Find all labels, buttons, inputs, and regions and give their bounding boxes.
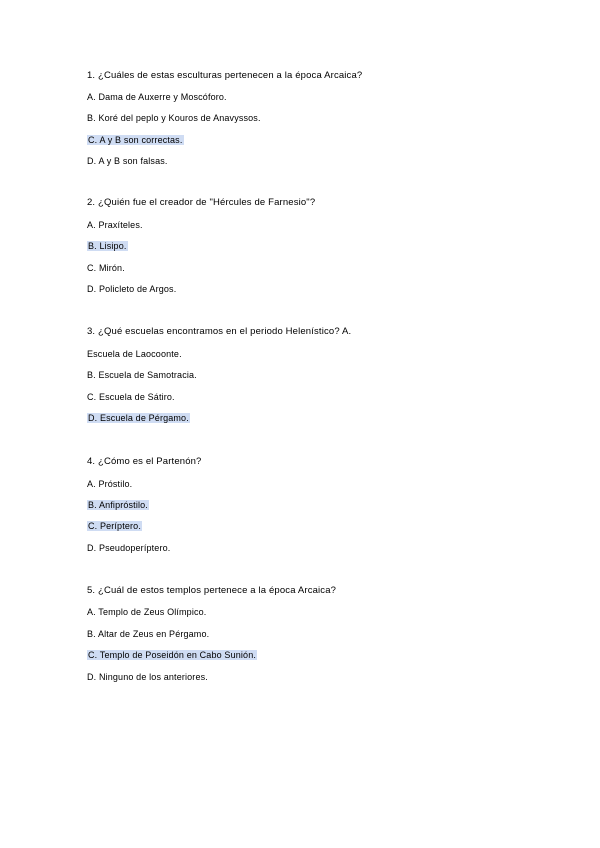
question-1-text: 1. ¿Cuáles de estas esculturas pertenecen a la época Arcaica? bbox=[87, 70, 363, 81]
option-text: D. A y B son falsas. bbox=[87, 156, 168, 166]
highlighted-answer: D. Escuela de Pérgamo. bbox=[88, 413, 189, 423]
question-3-option-d bbox=[87, 412, 190, 424]
question-2-text: 2. ¿Quién fue el creador de "Hércules de Farnesio"? bbox=[87, 197, 316, 208]
option-text: D. Ninguno de los anteriores. bbox=[87, 672, 208, 682]
option-text: C. Escuela de Sátiro. bbox=[87, 392, 175, 402]
question-2-option-d bbox=[87, 283, 176, 295]
question-3-option-a bbox=[87, 348, 182, 360]
question-4-option-d bbox=[87, 542, 170, 554]
option-text: C. Mirón. bbox=[87, 263, 125, 273]
question-4-option-b bbox=[87, 499, 149, 511]
question-2-option-c bbox=[87, 262, 125, 274]
question-4-text: 4. ¿Cómo es el Partenón? bbox=[87, 456, 202, 467]
option-text: B. Koré del peplo y Kouros de Anavyssos. bbox=[87, 113, 261, 123]
question-5-option-b bbox=[87, 628, 209, 640]
option-text: B. Altar de Zeus en Pérgamo. bbox=[87, 629, 210, 639]
option-text: A. Próstilo. bbox=[87, 479, 133, 489]
question-5-text: 5. ¿Cuál de estos templos pertenece a la época Arcaica? bbox=[87, 585, 337, 596]
question-1-option-b bbox=[87, 112, 261, 124]
question-4-option-c bbox=[87, 520, 142, 532]
question-3-option-b bbox=[87, 369, 197, 381]
option-text: A. Templo de Zeus Olímpico. bbox=[87, 607, 207, 617]
option-text: D. Policleto de Argos. bbox=[87, 284, 177, 294]
option-text: Escuela de Laocoonte. bbox=[87, 349, 182, 359]
option-text: A. Dama de Auxerre y Moscóforo. bbox=[87, 92, 227, 102]
highlighted-answer: B. Lisipo. bbox=[88, 241, 127, 251]
highlighted-answer: B. Anfipróstilo. bbox=[88, 500, 148, 510]
question-3-option-c bbox=[87, 391, 175, 403]
question-5-option-d bbox=[87, 671, 208, 683]
question-1-option-d bbox=[87, 155, 168, 167]
question-1-option-c bbox=[87, 134, 184, 146]
option-text: B. Escuela de Samotracia. bbox=[87, 370, 197, 380]
option-text: A. Praxíteles. bbox=[87, 220, 143, 230]
option-text: D. Pseudoperíptero. bbox=[87, 543, 171, 553]
question-5-option-c bbox=[87, 649, 257, 661]
question-5-option-a bbox=[87, 606, 206, 618]
highlighted-answer: C. A y B son correctas. bbox=[88, 135, 183, 145]
question-3-text: 3. ¿Qué escuelas encontramos en el periodo Helenístico? A. bbox=[87, 326, 352, 337]
highlighted-answer: C. Períptero. bbox=[88, 521, 141, 531]
question-2-option-b bbox=[87, 240, 128, 252]
question-2-option-a bbox=[87, 219, 143, 231]
highlighted-answer: C. Templo de Poseidón en Cabo Sunión. bbox=[88, 650, 256, 660]
question-4-option-a bbox=[87, 478, 132, 490]
question-1-option-a bbox=[87, 91, 227, 103]
